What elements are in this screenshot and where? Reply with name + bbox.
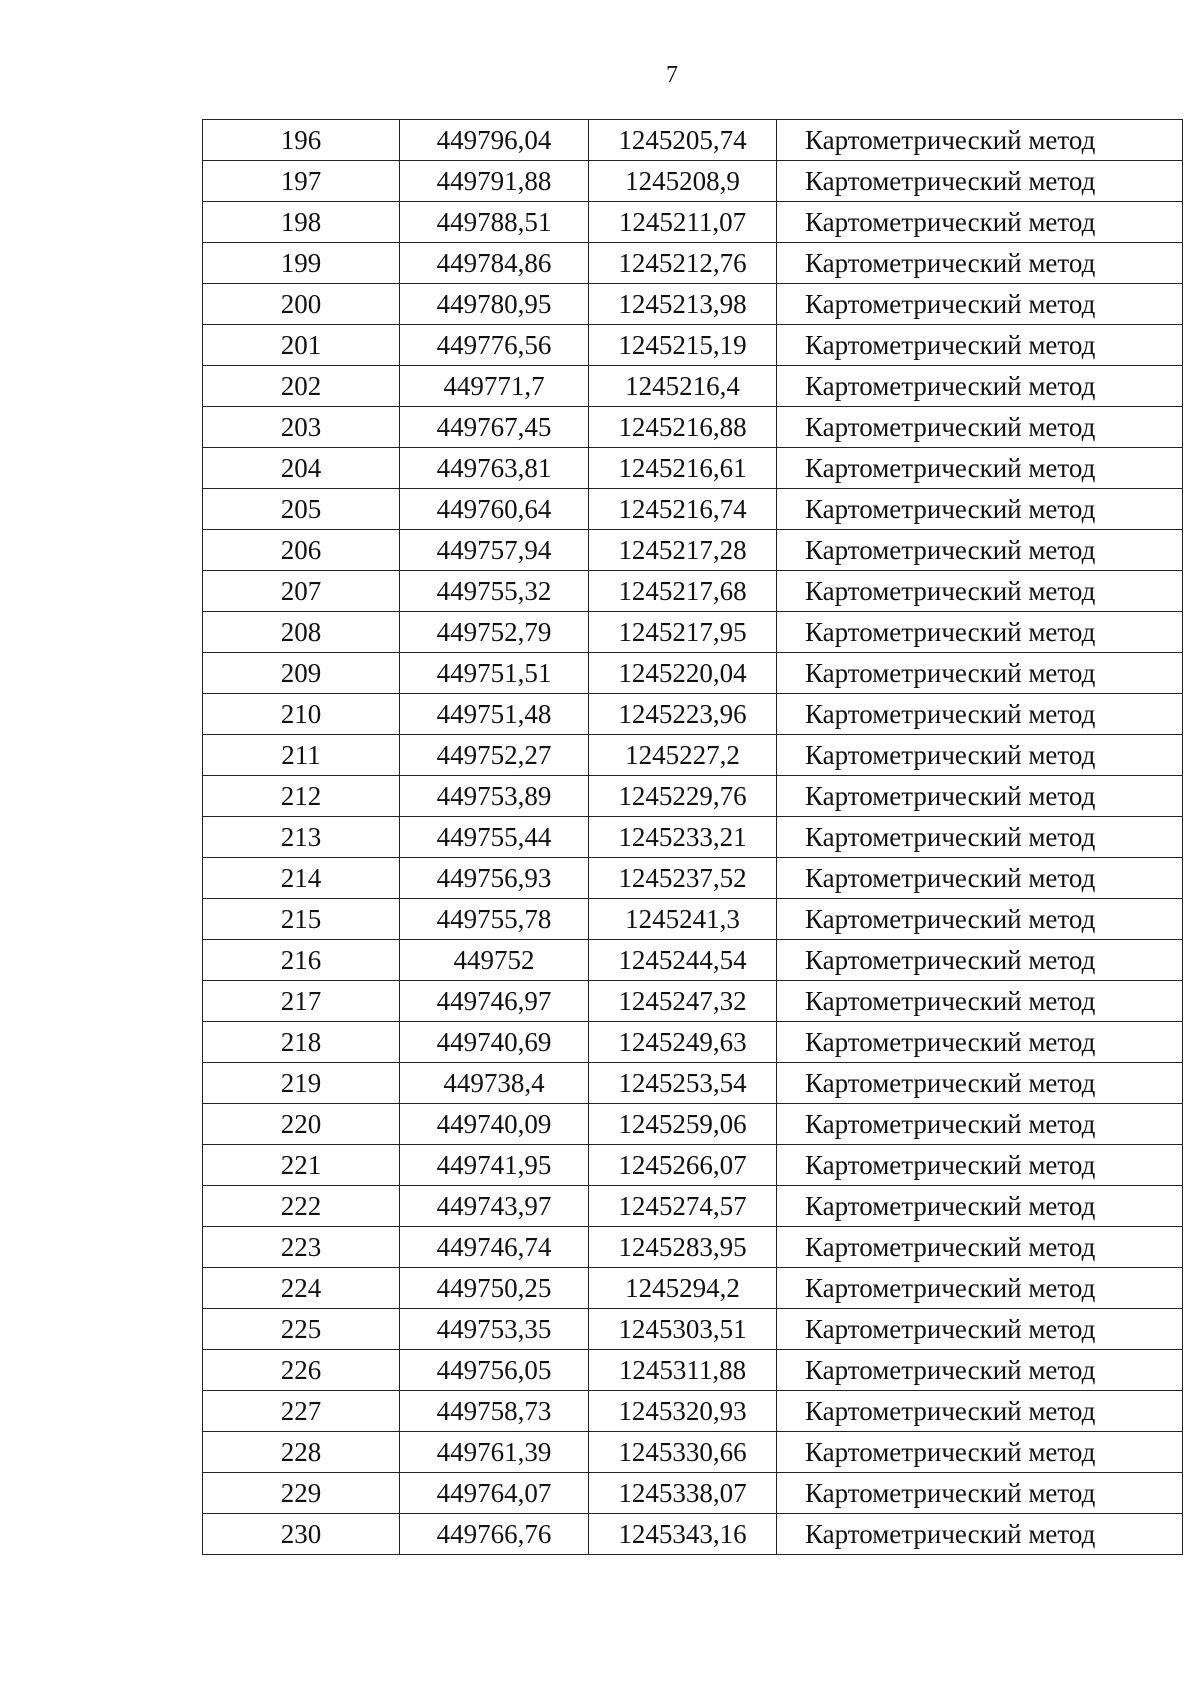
point-number-cell: 228 — [203, 1432, 400, 1473]
y-coordinate-cell: 1245220,04 — [589, 653, 777, 694]
table-row — [203, 817, 1183, 858]
table-row — [203, 1432, 1183, 1473]
table-row — [203, 407, 1183, 448]
table-row — [203, 1104, 1183, 1145]
point-number-cell: 213 — [203, 817, 400, 858]
y-coordinate-cell: 1245213,98 — [589, 284, 777, 325]
method-cell: Картометрический метод — [777, 1432, 1183, 1473]
point-number-cell: 230 — [203, 1514, 400, 1555]
y-coordinate-cell: 1245244,54 — [589, 940, 777, 981]
point-number-cell: 218 — [203, 1022, 400, 1063]
table-row — [203, 1350, 1183, 1391]
x-coordinate-cell: 449755,44 — [400, 817, 589, 858]
y-coordinate-cell: 1245233,21 — [589, 817, 777, 858]
point-number-cell: 210 — [203, 694, 400, 735]
method-cell: Картометрический метод — [777, 243, 1183, 284]
table-row — [203, 325, 1183, 366]
x-coordinate-cell: 449796,04 — [400, 120, 589, 161]
x-coordinate-cell: 449756,05 — [400, 1350, 589, 1391]
method-cell: Картометрический метод — [777, 653, 1183, 694]
y-coordinate-cell: 1245223,96 — [589, 694, 777, 735]
table-row — [203, 1514, 1183, 1555]
point-number-cell: 220 — [203, 1104, 400, 1145]
table-row — [203, 940, 1183, 981]
y-coordinate-cell: 1245205,74 — [589, 120, 777, 161]
point-number-cell: 226 — [203, 1350, 400, 1391]
x-coordinate-cell: 449743,97 — [400, 1186, 589, 1227]
x-coordinate-cell: 449771,7 — [400, 366, 589, 407]
x-coordinate-cell: 449740,69 — [400, 1022, 589, 1063]
y-coordinate-cell: 1245259,06 — [589, 1104, 777, 1145]
point-number-cell: 217 — [203, 981, 400, 1022]
y-coordinate-cell: 1245212,76 — [589, 243, 777, 284]
x-coordinate-cell: 449752 — [400, 940, 589, 981]
y-coordinate-cell: 1245217,95 — [589, 612, 777, 653]
x-coordinate-cell: 449751,51 — [400, 653, 589, 694]
y-coordinate-cell: 1245294,2 — [589, 1268, 777, 1309]
x-coordinate-cell: 449764,07 — [400, 1473, 589, 1514]
y-coordinate-cell: 1245253,54 — [589, 1063, 777, 1104]
table-row — [203, 202, 1183, 243]
method-cell: Картометрический метод — [777, 858, 1183, 899]
method-cell: Картометрический метод — [777, 1514, 1183, 1555]
method-cell: Картометрический метод — [777, 161, 1183, 202]
table-row — [203, 366, 1183, 407]
point-number-cell: 196 — [203, 120, 400, 161]
method-cell: Картометрический метод — [777, 1268, 1183, 1309]
y-coordinate-cell: 1245211,07 — [589, 202, 777, 243]
table-row — [203, 1227, 1183, 1268]
point-number-cell: 211 — [203, 735, 400, 776]
point-number-cell: 207 — [203, 571, 400, 612]
table-row — [203, 1268, 1183, 1309]
table-row — [203, 1309, 1183, 1350]
page-number: 7 — [666, 62, 678, 88]
x-coordinate-cell: 449760,64 — [400, 489, 589, 530]
x-coordinate-cell: 449755,78 — [400, 899, 589, 940]
table-row — [203, 1145, 1183, 1186]
y-coordinate-cell: 1245237,52 — [589, 858, 777, 899]
method-cell: Картометрический метод — [777, 366, 1183, 407]
method-cell: Картометрический метод — [777, 1022, 1183, 1063]
table-row — [203, 735, 1183, 776]
y-coordinate-cell: 1245216,88 — [589, 407, 777, 448]
x-coordinate-cell: 449780,95 — [400, 284, 589, 325]
y-coordinate-cell: 1245227,2 — [589, 735, 777, 776]
x-coordinate-cell: 449741,95 — [400, 1145, 589, 1186]
method-cell: Картометрический метод — [777, 1186, 1183, 1227]
x-coordinate-cell: 449752,79 — [400, 612, 589, 653]
point-number-cell: 221 — [203, 1145, 400, 1186]
table-row — [203, 243, 1183, 284]
x-coordinate-cell: 449791,88 — [400, 161, 589, 202]
coordinates-table-body — [203, 120, 1183, 1555]
method-cell: Картометрический метод — [777, 694, 1183, 735]
y-coordinate-cell: 1245215,19 — [589, 325, 777, 366]
y-coordinate-cell: 1245247,32 — [589, 981, 777, 1022]
x-coordinate-cell: 449753,35 — [400, 1309, 589, 1350]
method-cell: Картометрический метод — [777, 899, 1183, 940]
table-row — [203, 120, 1183, 161]
table-row — [203, 448, 1183, 489]
x-coordinate-cell: 449756,93 — [400, 858, 589, 899]
table-row — [203, 899, 1183, 940]
table-row — [203, 776, 1183, 817]
table-row — [203, 1473, 1183, 1514]
x-coordinate-cell: 449750,25 — [400, 1268, 589, 1309]
table-row — [203, 489, 1183, 530]
point-number-cell: 224 — [203, 1268, 400, 1309]
method-cell: Картометрический метод — [777, 1391, 1183, 1432]
y-coordinate-cell: 1245208,9 — [589, 161, 777, 202]
point-number-cell: 198 — [203, 202, 400, 243]
x-coordinate-cell: 449738,4 — [400, 1063, 589, 1104]
method-cell: Картометрический метод — [777, 940, 1183, 981]
point-number-cell: 199 — [203, 243, 400, 284]
method-cell: Картометрический метод — [777, 1350, 1183, 1391]
y-coordinate-cell: 1245274,57 — [589, 1186, 777, 1227]
point-number-cell: 203 — [203, 407, 400, 448]
x-coordinate-cell: 449758,73 — [400, 1391, 589, 1432]
table-row — [203, 653, 1183, 694]
method-cell: Картометрический метод — [777, 735, 1183, 776]
table-row — [203, 694, 1183, 735]
table-row — [203, 284, 1183, 325]
y-coordinate-cell: 1245216,4 — [589, 366, 777, 407]
point-number-cell: 205 — [203, 489, 400, 530]
table-row — [203, 530, 1183, 571]
method-cell: Картометрический метод — [777, 817, 1183, 858]
y-coordinate-cell: 1245217,68 — [589, 571, 777, 612]
y-coordinate-cell: 1245216,61 — [589, 448, 777, 489]
y-coordinate-cell: 1245311,88 — [589, 1350, 777, 1391]
x-coordinate-cell: 449740,09 — [400, 1104, 589, 1145]
x-coordinate-cell: 449755,32 — [400, 571, 589, 612]
point-number-cell: 197 — [203, 161, 400, 202]
method-cell: Картометрический метод — [777, 120, 1183, 161]
y-coordinate-cell: 1245249,63 — [589, 1022, 777, 1063]
method-cell: Картометрический метод — [777, 284, 1183, 325]
method-cell: Картометрический метод — [777, 612, 1183, 653]
y-coordinate-cell: 1245283,95 — [589, 1227, 777, 1268]
table-row — [203, 161, 1183, 202]
point-number-cell: 212 — [203, 776, 400, 817]
y-coordinate-cell: 1245217,28 — [589, 530, 777, 571]
method-cell: Картометрический метод — [777, 530, 1183, 571]
y-coordinate-cell: 1245216,74 — [589, 489, 777, 530]
point-number-cell: 225 — [203, 1309, 400, 1350]
x-coordinate-cell: 449766,76 — [400, 1514, 589, 1555]
method-cell: Картометрический метод — [777, 325, 1183, 366]
method-cell: Картометрический метод — [777, 407, 1183, 448]
point-number-cell: 208 — [203, 612, 400, 653]
method-cell: Картометрический метод — [777, 1227, 1183, 1268]
point-number-cell: 222 — [203, 1186, 400, 1227]
point-number-cell: 200 — [203, 284, 400, 325]
y-coordinate-cell: 1245229,76 — [589, 776, 777, 817]
point-number-cell: 202 — [203, 366, 400, 407]
y-coordinate-cell: 1245320,93 — [589, 1391, 777, 1432]
y-coordinate-cell: 1245266,07 — [589, 1145, 777, 1186]
point-number-cell: 214 — [203, 858, 400, 899]
method-cell: Картометрический метод — [777, 1104, 1183, 1145]
x-coordinate-cell: 449767,45 — [400, 407, 589, 448]
point-number-cell: 227 — [203, 1391, 400, 1432]
method-cell: Картометрический метод — [777, 489, 1183, 530]
y-coordinate-cell: 1245343,16 — [589, 1514, 777, 1555]
method-cell: Картометрический метод — [777, 981, 1183, 1022]
x-coordinate-cell: 449763,81 — [400, 448, 589, 489]
y-coordinate-cell: 1245330,66 — [589, 1432, 777, 1473]
x-coordinate-cell: 449788,51 — [400, 202, 589, 243]
point-number-cell: 229 — [203, 1473, 400, 1514]
point-number-cell: 201 — [203, 325, 400, 366]
table-row — [203, 1022, 1183, 1063]
y-coordinate-cell: 1245338,07 — [589, 1473, 777, 1514]
table-row — [203, 1186, 1183, 1227]
table-row — [203, 1391, 1183, 1432]
method-cell: Картометрический метод — [777, 1309, 1183, 1350]
x-coordinate-cell: 449751,48 — [400, 694, 589, 735]
x-coordinate-cell: 449757,94 — [400, 530, 589, 571]
x-coordinate-cell: 449753,89 — [400, 776, 589, 817]
x-coordinate-cell: 449746,74 — [400, 1227, 589, 1268]
table-row — [203, 612, 1183, 653]
point-number-cell: 216 — [203, 940, 400, 981]
point-number-cell: 209 — [203, 653, 400, 694]
x-coordinate-cell: 449746,97 — [400, 981, 589, 1022]
method-cell: Картометрический метод — [777, 1473, 1183, 1514]
method-cell: Картометрический метод — [777, 448, 1183, 489]
table-row — [203, 981, 1183, 1022]
method-cell: Картометрический метод — [777, 202, 1183, 243]
point-number-cell: 223 — [203, 1227, 400, 1268]
method-cell: Картометрический метод — [777, 776, 1183, 817]
method-cell: Картометрический метод — [777, 571, 1183, 612]
table-row — [203, 858, 1183, 899]
y-coordinate-cell: 1245303,51 — [589, 1309, 777, 1350]
x-coordinate-cell: 449761,39 — [400, 1432, 589, 1473]
coordinates-table — [202, 119, 1183, 1555]
x-coordinate-cell: 449784,86 — [400, 243, 589, 284]
point-number-cell: 215 — [203, 899, 400, 940]
point-number-cell: 219 — [203, 1063, 400, 1104]
table-row — [203, 571, 1183, 612]
x-coordinate-cell: 449752,27 — [400, 735, 589, 776]
x-coordinate-cell: 449776,56 — [400, 325, 589, 366]
point-number-cell: 206 — [203, 530, 400, 571]
method-cell: Картометрический метод — [777, 1063, 1183, 1104]
table-row — [203, 1063, 1183, 1104]
point-number-cell: 204 — [203, 448, 400, 489]
y-coordinate-cell: 1245241,3 — [589, 899, 777, 940]
method-cell: Картометрический метод — [777, 1145, 1183, 1186]
